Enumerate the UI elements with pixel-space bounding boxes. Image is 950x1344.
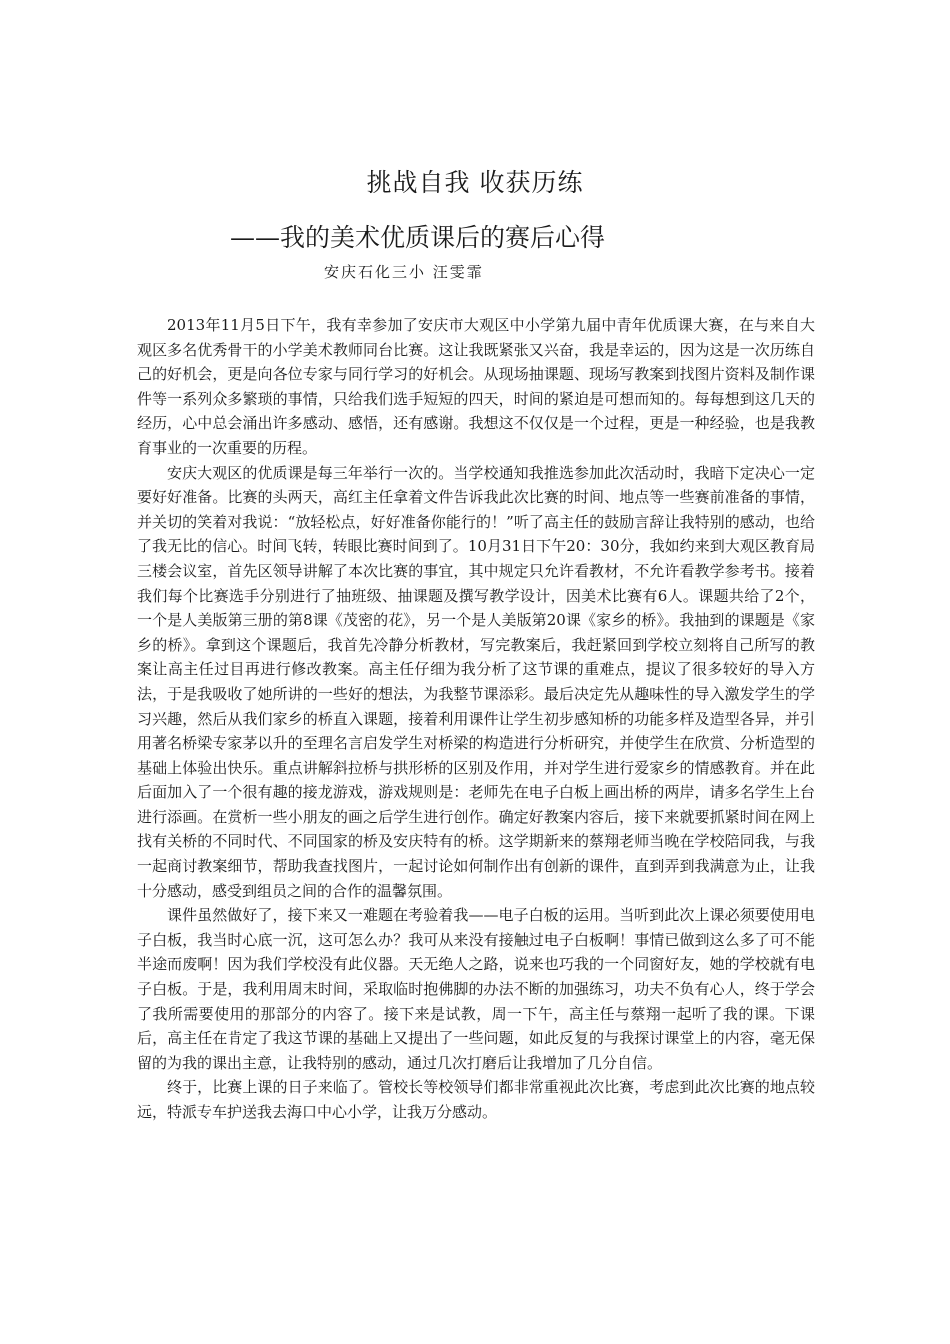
document-title: 挑战自我 收获历练 — [366, 168, 584, 197]
paragraph-4: 终于，比赛上课的日子来临了。管校长等校领导们都非常重视此次比赛，考虑到此次比赛的地点较远，特派专车护送我去海口中心小学，让我万分感动。 — [137, 1078, 815, 1121]
author-line: 安庆石化三小 汪雯霏 — [324, 263, 484, 281]
article-body — [137, 313, 815, 1125]
paragraph-3: 课件虽然做好了，接下来又一难题在考验着我——电子白板的运用。当听到此次上课必须要使用电子白板，我当时心底一沉，这可怎么办？我可从来没有接触过电子白板啊！事情已做到这么多了可不能半途而废啊！因为我们学校没有此仪器。天无绝人之路，说来也巧我的一个同窗好友，她的学校就有电子白板。于是，我利用周末时间，采取临时抱佛脚的办法不断的加强练习，功夫不负有心人，终于学会了我所需要使用的那部分的内容了。接下来是试教，周一下午，高主任与蔡翔一起听了我的课。下课后，高主任在肯定了我这节课的基础上又提出了一些问题，如此反复的与我探讨课堂上的内容，毫无保留的为我的课出主意，让我特别的感动，通过几次打磨后让我增加了几分自信。 — [137, 906, 815, 1072]
document-subtitle: ——我的美术优质课后的赛后心得 — [230, 223, 606, 252]
paragraph-1: 2013年11月5日下午，我有幸参加了安庆市大观区中小学第九届中青年优质课大赛，在与来自大观区多名优秀骨干的小学美术教师同台比赛。这让我既紧张又兴奋，我是幸运的，因为这是一次历练自己的好机会，更是向各位专家与同行学习的好机会。从现场抽课题、现场写教案到找图片资料及制作课件等一系列众多繁琐的事情，只给我们选手短短的四天，时间的紧迫是可想而知的。每每想到这几天的经历，心中总会涌出许多感动、感悟，还有感谢。我想这不仅仅是一个过程，更是一种经验，也是我教育事业的一次重要的历程。 — [137, 316, 815, 457]
paragraph-2: 安庆大观区的优质课是每三年举行一次的。当学校通知我推选参加此次活动时，我暗下定决心一定要好好准备。比赛的头两天，高红主任拿着文件告诉我此次比赛的时间、地点等一些赛前准备的事情，并关切的笑着对我说：“放轻松点，好好准备你能行的！”听了高主任的鼓励言辞让我特别的感动，也给了我无比的信心。时间飞转，转眼比赛时间到了。10月31日下午20：30分，我如约来到大观区教育局三楼会议室，首先区领导讲解了本次比赛的事宜，其中规定只允许看教材，不允许看教学参考书。接着我们每个比赛选手分别进行了抽班级、抽课题及撰写教学设计，因美术比赛有6人。课题共给了2个，一个是人美版第三册的第8课《茂密的花》，另一个是人美版第20课《家乡的桥》。我抽到的课题是《家乡的桥》。拿到这个课题后，我首先冷静分析教材，写完教案后，我赶紧回到学校立刻将自己所写的教案让高主任过目再进行修改教案。高主任仔细为我分析了这节课的重难点，提议了很多较好的导入方法，于是我吸收了她所讲的一些好的想法，为我整节课添彩。最后决定先从趣味性的导入激发学生的学习兴趣，然后从我们家乡的桥直入课题，接着利用课件让学生初步感知桥的功能多样及造型各异，并引用著名桥梁专家茅以升的至理名言启发学生对桥梁的构造进行分析研究，并使学生在欣赏、分析造型的基础上体验出快乐。重点讲解斜拉桥与拱形桥的区别及作用，并对学生进行爱家乡的情感教育。并在此后面加入了一个很有趣的接龙游戏，游戏规则是：老师先在电子白板上画出桥的两岸，请多名学生上台进行添画。在赏析一些小朋友的画之后学生进行创作。确定好教案内容后，接下来就要抓紧时间在网上找有关桥的不同时代、不同国家的桥及安庆特有的桥。这学期新来的蔡翔老师当晚在学校陪同我，与我一起商讨教案细节，帮助我查找图片，一起讨论如何制作出有创新的课件，直到弄到我满意为止，让我十分感动，感受到组员之间的合作的温馨氛围。 — [137, 463, 815, 900]
